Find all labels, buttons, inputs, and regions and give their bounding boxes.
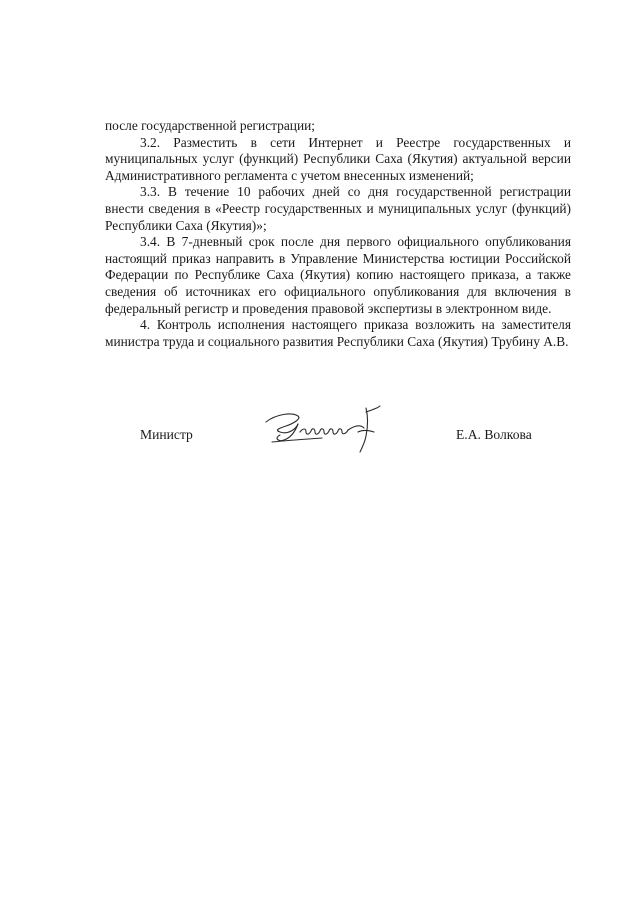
document-body: [105, 118, 571, 350]
paragraph-3-2: 3.2. Разместить в сети Интернет и Реестре государственных и муниципальных услуг (функций) Республики Саха (Якутия) актуальной версии Административного регламента с учетом внесенных изменений;: [105, 134, 571, 183]
signatory-name: Е.А. Волкова: [456, 427, 532, 442]
handwritten-signature: [262, 402, 392, 458]
paragraph-3-4: 3.4. В 7-дневный срок после дня первого официального опубликования настоящий приказ направить в Управление Министерства юстиции Российской Федерации по Республике Саха (Якутия) копию настоящего приказа, а также сведения об источниках его официального опубликования для включения в федеральный регистр и проведения правовой экспертизы в электронном виде.: [105, 234, 571, 316]
signatory-title: Министр: [140, 427, 193, 442]
paragraph-3-1-continuation: после государственной регистрации;: [105, 118, 316, 133]
signature-block: [0, 420, 640, 460]
paragraph-4: 4. Контроль исполнения настоящего приказа возложить на заместителя министра труда и социального развития Республики Саха (Якутия) Трубину А.В.: [105, 317, 571, 349]
paragraph-3-3: 3.3. В течение 10 рабочих дней со дня государственной регистрации внести сведения в «Реестр государственных и муниципальных услуг (функций) Республики Саха (Якутия)»;: [105, 184, 571, 233]
